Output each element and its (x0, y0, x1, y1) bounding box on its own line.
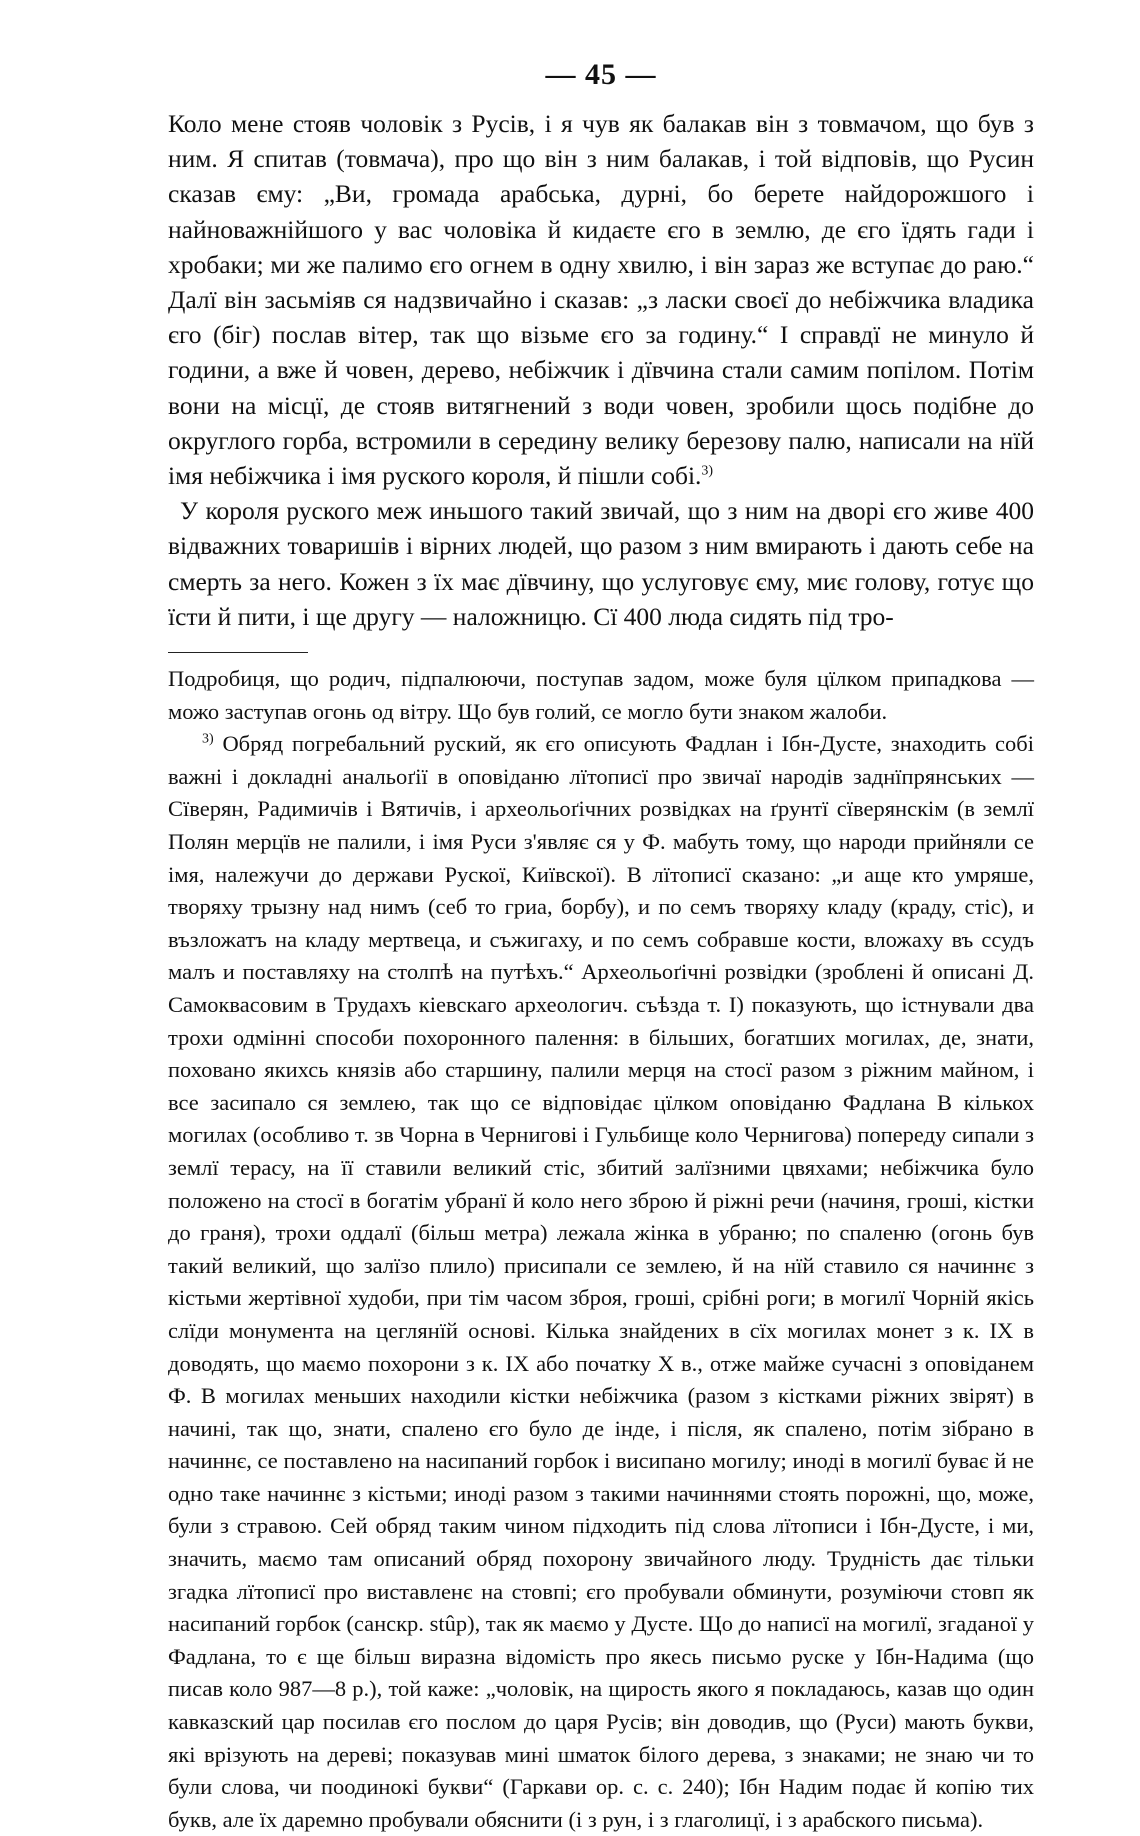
page-number: — 45 — (545, 58, 657, 91)
footnote-reference[interactable]: 3) (701, 463, 714, 479)
footnote-continuation: Подробиця, що родич, підпалюючи, поступав задом, може буля цїлком припадкова — можо заступав огонь од вітру. Що був голий, се могло бути знаком жалоби. (168, 666, 1034, 724)
main-paragraph (168, 106, 1034, 493)
main-paragraph: У короля руского меж иньшого такий звичай, що з ним на дворі єго живе 400 відважних товаришів і вірних людей, що разом з ним вмирають і дають себе на смерть за него. Кожен з їх має дївчину, що услуговує єму, миє голову, готує що їсти й пити, і ще другу — наложницю. Сї 400 люда сидять під тро- (168, 496, 1034, 631)
footnote-3-text: Обряд погребальний руский, як єго описують Фадлан і Ібн-Дусте, знаходить собі важні і докладні анальоґії в оповіданю лїтописї про звичаї народів заднїпрянських — Сїверян, Радимичів і Вятичів, і археольоґічних розвідках на ґрунтї сїверянскім (в землї Полян мерцїв не палили, і імя Руси з'являє ся у Ф. мабуть тому, що народи прийняли се імя, належучи до держави Рускої, Київскої). В лїтописї сказано: „и аще кто умряше, творяху трызну над нимъ (себ то гриа, борбу), и по семъ творяху кладу (краду, стіс), и възложатъ на кладу мертвеца, и съжигаху, и по семъ собравше кости, вложаху въ ссудъ малъ и поставляху на столпѣ на путѣхъ.“ Археольоґічні розвідки (зроблені й описані Д. Самоквасовим в Трудахъ кіевскаго археологич. съѣзда т. І) показують, що істнували два трохи одмінні способи похоронного палення: в більших, богатших могилах, де, знати, поховано якихсь князів або старшину, палили мерця на стосї разом з ріжним майном, і все засипало ся землею, так що се відповідає цїлком оповіданю Фадлана В кількох могилах (особливо т. зв Чорна в Чернигові і Гульбище коло Чернигова) попереду сипали з землї терасу, на її ставили великий стіс, збитий залїзними цвяхами; небіжчика було положено на стосї в богатім убранї й коло него зброю й ріжні речи (начиня, гроші, кістки до граня), трохи оддалї (більш метра) лежала жінка в убраню; по спаленю (огонь був такий великий, що залїзо плило) присипали се землею, й на нїй ставило ся начиннє з кістьми жертівної худоби, при тім часом зброя, гроші, срібні роги; в могилї Чорній якісь слїди монумента на цеглянїй основі. Кілька знайдених в сїх могилах монет з к. IX в доводять, що маємо похорони з к. IX або початку X в., отже майже сучасні з оповіданем Ф. В могилах меньших находили кістки небіжчика (разом з кістками ріжних звірят) в начині, так що, знати, спалено єго було де інде, і після, як спалено, потім зібрано в начиннє, се поставлено на насипаний горбок і висипано могилу; иноді в могилї буває й не одно таке начиннє з кістьми; иноді разом з такими начиннями стоять порожні, що, може, були з стравою. Сей обряд таким чином підходить під слова лїтописи і Ібн-Дусте, і ми, значить, маємо там описаний обряд похорону звичайного люду. Трудність дає тільки згадка лїтописї про виставленє на стовпі; єго пробували обминути, розуміючи стовп як насипаний горбок (санскр. stûp), так як маємо у Дусте. Що до написї на могилї, згаданої у Фадлана, то є ще більш виразна відомість про якесь письмо руске у Ібн-Надима (що писав коло 987—8 р.), той каже: „чоловік, на щирость якого я покладаюсь, казав що один кавказский цар посилав єго послом до царя Русів; він доводив, що (Руси) мають букви, які врізують на дереві; показував мині шматок білого дерева, з знаками; не знаю чи то були слова, чи поодинокі букви“ (Гаркави ор. с. с. 240); Ібн Надим подає й копію тих букв, але їх даремно пробували обяснити (і з рун, і з глаголицї, і з арабского письма). (168, 731, 1034, 1832)
footnote-marker: 3) (202, 731, 214, 747)
footnote-3 (168, 728, 1034, 1836)
main-paragraph-text: Коло мене стояв чоловік з Русів, і я чув як балакав він з товмачом, що був з ним. Я спитав (товмача), про що він з ним балакав, і той відповів, що Русин сказав єму: „Ви, громада арабська, дурні, бо берете найдорожшого і найноважнійшого у вас чоловіка й кидаєте єго в землю, де єго їдять гади і хробаки; ми же палимо єго огнем в одну хвилю, і він зараз же вступає до раю.“ Далї він засьміяв ся надзвичайно і сказав: „з ласки своєї до небіжчика владика єго (біг) послав вітер, так що візьме єго за годину.“ І справдї не минуло й години, а вже й човен, дерево, небіжчик і дївчина стали самим попілом. Потім вони на місцї, де стояв витягнений з води човен, зробили щось подібне до округлого горба, встромили в середину велику березову палю, написали на нїй імя небіжчика і імя руского короля, й пішли собі. (168, 109, 1034, 491)
footnotes (168, 663, 1034, 1836)
document-page (168, 58, 1034, 1836)
footnote-divider (168, 652, 308, 653)
main-text (168, 106, 1034, 634)
